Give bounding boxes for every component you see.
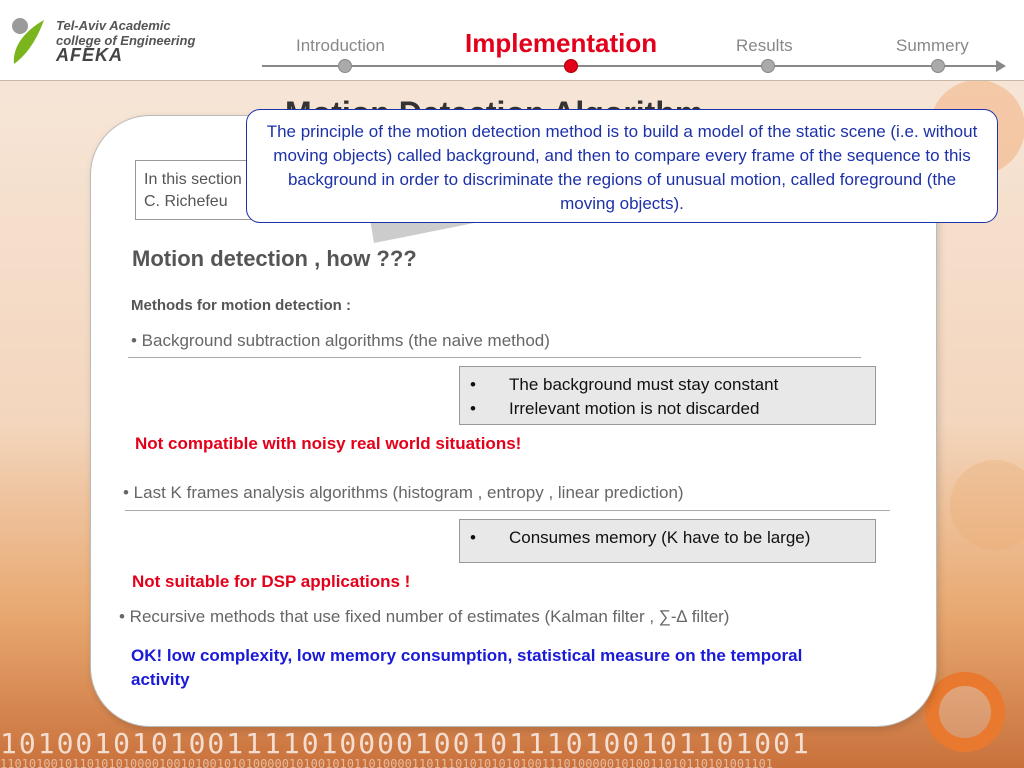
method-3-label: • Recursive methods that use fixed number of estimates (Kalman filter , ∑-∆ filter): [119, 607, 730, 626]
con-text: Irrelevant motion is not discarded: [509, 399, 760, 418]
con-text: Consumes memory (K have to be large): [509, 528, 811, 547]
method-1-verdict: Not compatible with noisy real world situations!: [135, 434, 522, 453]
method-1-con-2: [470, 399, 759, 419]
bullet: •: [470, 375, 476, 394]
nav-dot-summery[interactable]: [931, 59, 945, 73]
bullet: •: [470, 528, 476, 547]
nav-dot-introduction[interactable]: [338, 59, 352, 73]
bullet: •: [470, 399, 476, 418]
intro-text: [144, 169, 242, 213]
nav-dot-results[interactable]: [761, 59, 775, 73]
logo-line-2: college of Engineering: [56, 33, 196, 48]
method-3-verdict: OK! low complexity, low memory consumption, statistical measure on the temporal activity: [131, 646, 803, 689]
section-heading: Motion detection , how ???: [132, 246, 417, 271]
logo-text: [56, 18, 195, 63]
method-2-label: • Last K frames analysis algorithms (histogram , entropy , linear prediction): [123, 483, 684, 502]
method-2-con-1: [470, 528, 810, 548]
intro-line-1: In this section: [144, 171, 242, 188]
methods-subheading: Methods for motion detection :: [131, 297, 351, 314]
logo-brand: AFEKA: [56, 45, 123, 65]
progress-line: [262, 65, 1002, 67]
afeka-logo: [8, 12, 198, 72]
nav-introduction[interactable]: Introduction: [296, 36, 385, 55]
method-2-verdict: Not suitable for DSP applications !: [132, 572, 411, 591]
con-text: The background must stay constant: [509, 375, 779, 394]
logo-line-1: Tel-Aviv Academic: [56, 18, 171, 33]
slide-header: [0, 0, 1024, 81]
callout-text: The principle of the motion detection method is to build a model of the static scene (i.e. without moving objects) called background, and then to compare every frame of the sequence to this background in order to discriminate the regions of unusual motion, called foreground (the moving objects).: [266, 122, 978, 213]
method-1-divider: [128, 357, 861, 358]
nav-summery[interactable]: Summery: [896, 36, 969, 55]
decor-circle-right-mid: [950, 460, 1024, 550]
nav-results[interactable]: Results: [736, 36, 793, 55]
method-2-divider: [125, 510, 890, 511]
method-2-cons-box: [459, 519, 876, 563]
binary-text-large: 1010010101001111010000100101110100101101001: [0, 727, 811, 760]
nav-dot-implementation[interactable]: [564, 59, 578, 73]
intro-line-2: C. Richefeu: [144, 193, 228, 210]
method-1-cons-box: [459, 366, 876, 425]
method-1-con-1: [470, 375, 778, 395]
callout-bubble: [246, 109, 998, 223]
logo-leaf-icon: [8, 12, 48, 67]
nav-implementation[interactable]: Implementation: [465, 28, 658, 58]
progress-arrow-icon: [996, 60, 1006, 72]
binary-text-small: 11010100101101010100001001010010101000001010010101101000011011101010101010011101000001010011010110101001101: [0, 757, 774, 768]
binary-footer-decoration: [0, 727, 1024, 768]
method-1-label: • Background subtraction algorithms (the naive method): [131, 331, 550, 350]
